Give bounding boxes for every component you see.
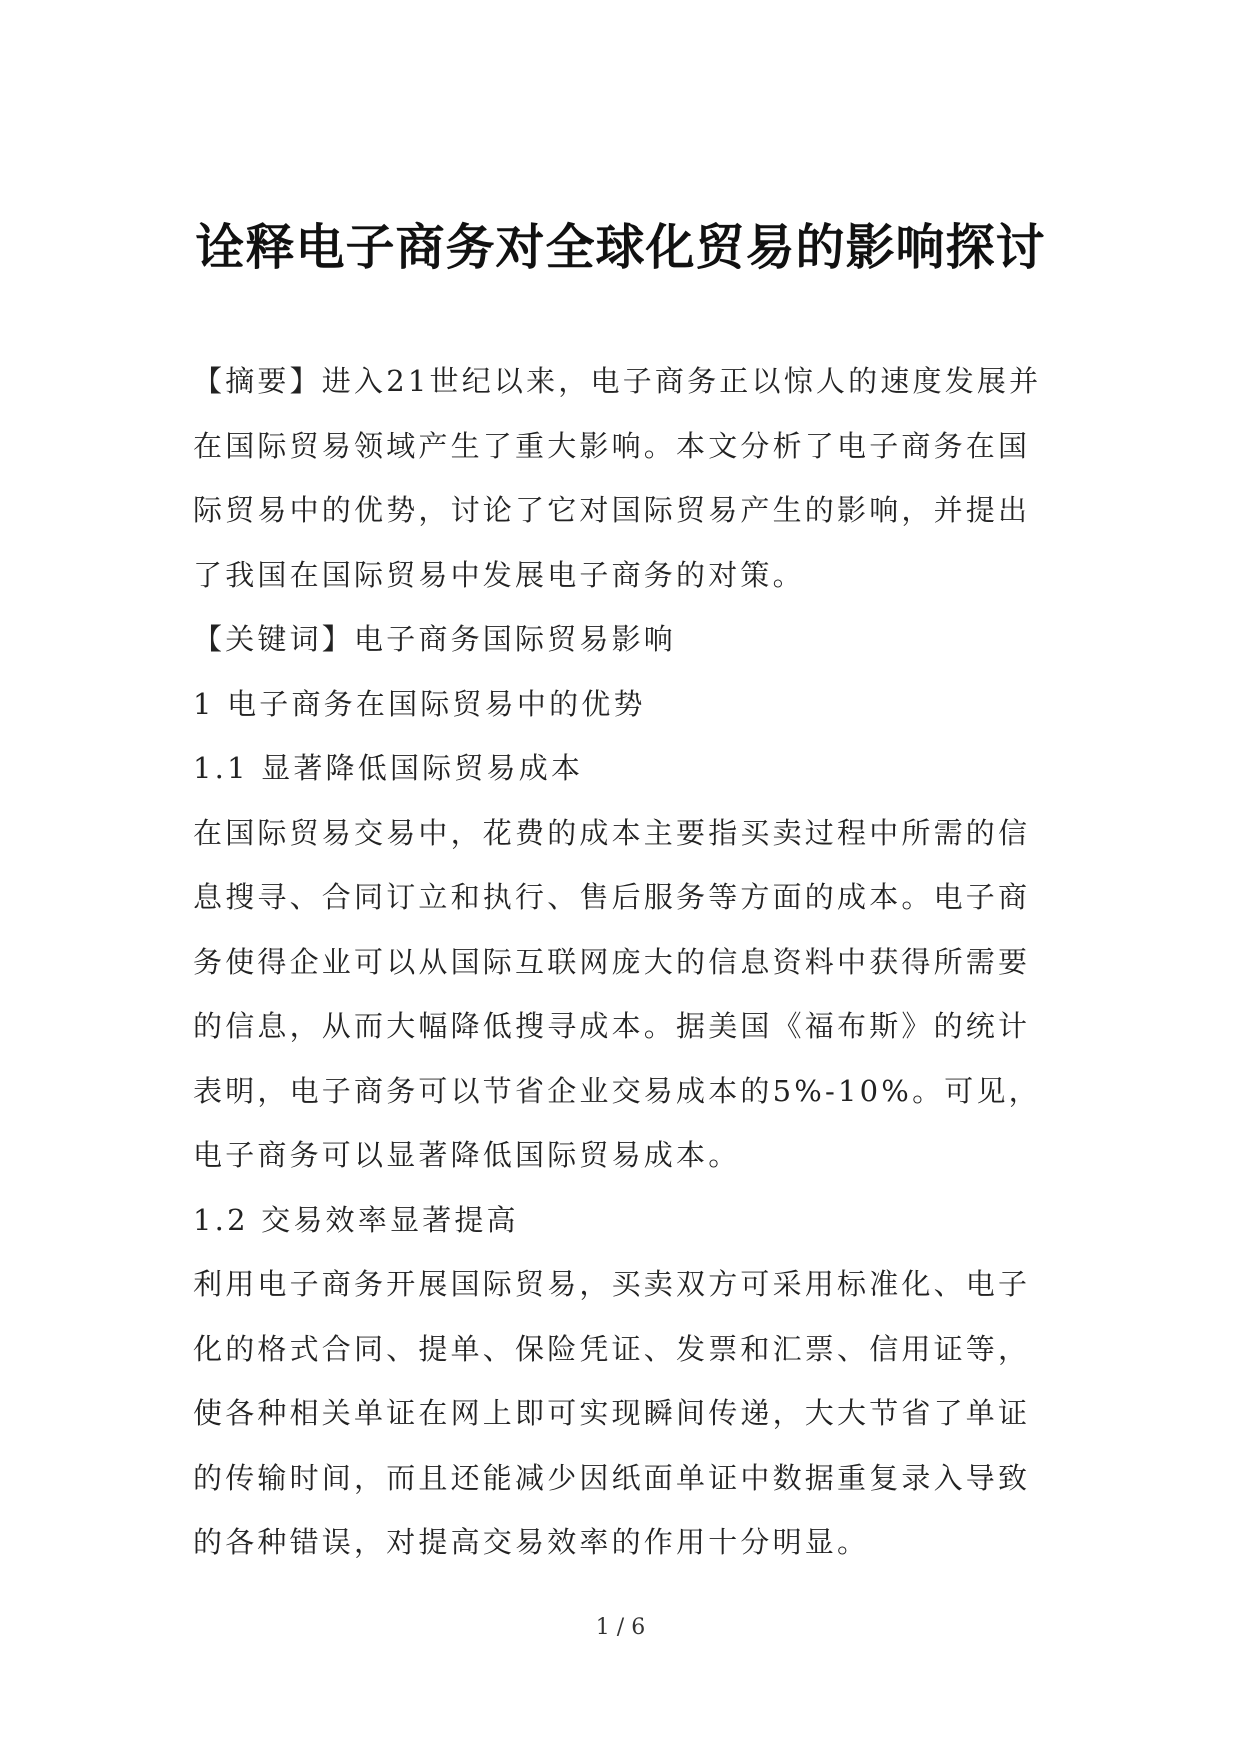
subsection-heading: 1.2 交易效率显著提高 bbox=[193, 1202, 519, 1237]
body-paragraph: 利用电子商务开展国际贸易，买卖双方可采用标准化、电子化的格式合同、提单、保险凭证、发票和汇票、信用证等，使各种相关单证在网上即可实现瞬间传递，大大节省了单证的传输时间，而且还能减少因纸面单证中数据重复录入导致的各种错误，对提高交易效率的作用十分明显。 bbox=[193, 1267, 1031, 1559]
keywords-paragraph: 【关键词】电子商务国际贸易影响 bbox=[193, 622, 677, 656]
body-paragraph: 在国际贸易交易中，花费的成本主要指买卖过程中所需的信息搜寻、合同订立和执行、售后服务等方面的成本。电子商务使得企业可以从国际互联网庞大的信息资料中获得所需要的信息，从而大幅降低搜寻成本。据美国《福布斯》的统计表明，电子商务可以节省企业交易成本的5%-10%。可见，电子商务可以显著降低国际贸易成本。 bbox=[193, 815, 1041, 1172]
subsection-heading: 1.1 显著降低国际贸易成本 bbox=[193, 751, 584, 785]
section-heading: 1 电子商务在国际贸易中的优势 bbox=[193, 686, 646, 721]
document-title: 诠释电子商务对全球化贸易的影响探讨 bbox=[195, 219, 1046, 276]
page-number: 1 / 6 bbox=[595, 1615, 646, 1640]
abstract-paragraph: 【摘要】进入21世纪以来，电子商务正以惊人的速度发展并在国际贸易领域产生了重大影响。本文分析了电子商务在国际贸易中的优势，讨论了它对国际贸易产生的影响，并提出了我国在国际贸易中发展电子商务的对策。 bbox=[193, 364, 1042, 592]
document-body bbox=[193, 349, 1053, 1575]
